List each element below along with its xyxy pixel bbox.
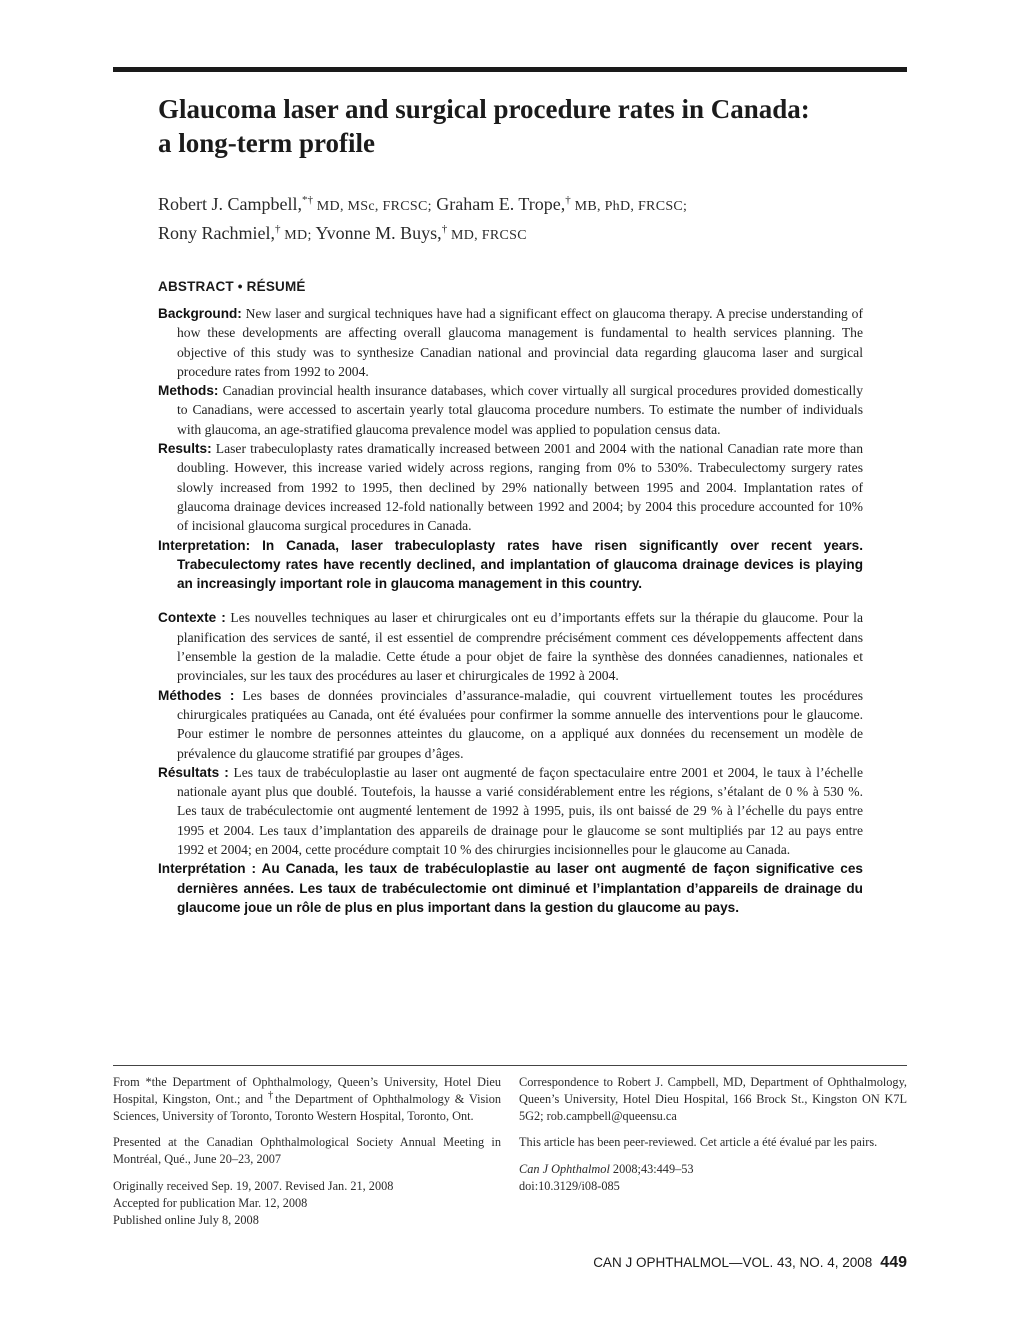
section-text: Les bases de données provinciales d’assurance-maladie, qui couvrent virtuellement toutes les procédures chirurgicales pratiquées au Canada, ont été évaluées pour confirmer la somme annuelle des interventions pour le glaucome. Pour estimer le nombre de personnes atteintes du glaucome, on a appliqué aux données du recensement un modèle de prévalence du glaucome stratifié par groupes d’âges. bbox=[177, 687, 863, 761]
resume-methodes bbox=[158, 686, 863, 763]
citation-journal: Can J Ophthalmol bbox=[519, 1162, 610, 1177]
section-label: Methods: bbox=[158, 383, 219, 399]
received-date: Originally received Sep. 19, 2007. Revised Jan. 21, 2008 bbox=[113, 1178, 394, 1193]
accepted-date: Accepted for publication Mar. 12, 2008 bbox=[113, 1195, 308, 1210]
author-name: Graham E. Trope, bbox=[436, 194, 566, 214]
section-label: Interpretation: bbox=[158, 537, 251, 553]
author-credentials: MD; bbox=[280, 228, 312, 243]
journal-reference: CAN J OPHTHALMOL—VOL. 43, NO. 4, 2008 bbox=[593, 1255, 873, 1270]
section-text: In Canada, laser trabeculoplasty rates have risen significantly over recent years. Trabeculectomy rates have recently declined, and implantation of glaucoma drainage devices is playing an increasingly important role in glaucoma management in this country. bbox=[177, 537, 863, 592]
affiliation-text: the Department of Ophthalmology & Vision Sciences, University of Toronto, Toronto Western Hospital, Toronto, Ont. bbox=[113, 1091, 501, 1123]
author-name: Robert J. Campbell, bbox=[158, 194, 302, 214]
article-title bbox=[158, 92, 898, 160]
abstract-body bbox=[158, 304, 863, 917]
author-affiliation-mark: † bbox=[441, 223, 448, 235]
abstract-interpretation bbox=[158, 536, 863, 594]
resume-interpretation bbox=[158, 859, 863, 917]
abstract-heading: ABSTRACT • RÉSUMÉ bbox=[158, 279, 306, 294]
abstract-results bbox=[158, 439, 863, 535]
footnotes-left bbox=[113, 1074, 501, 1238]
author-affiliation-mark: *† bbox=[301, 194, 313, 206]
section-label: Interprétation : bbox=[158, 861, 257, 877]
section-text: Les nouvelles techniques au laser et chirurgicales ont eu d’importants effets sur la thérapie du glaucome. Pour la planification des services de santé, il est essentiel de comprendre précisément comment ces développements affectent dans l’ensemble la gestion de la maladie. Cette étude a pour objet de faire la synthèse des données canadiennes, nationales et provinciales, sur les taux des procédures au laser et chirurgicales de 1992 à 2004. bbox=[177, 610, 863, 684]
page-number: 449 bbox=[880, 1254, 907, 1271]
title-line-2: a long-term profile bbox=[158, 128, 375, 158]
publication-history bbox=[113, 1178, 501, 1228]
peer-review-note: This article has been peer-reviewed. Cet article a été évalué par les pairs. bbox=[519, 1135, 878, 1150]
section-text: New laser and surgical techniques have had a significant effect on glaucoma therapy. A precise understanding of how these developments are affecting overall glaucoma management is fundamental to health services planning. The objective of this study was to synthesize Canadian national and provincial data regarding glaucoma laser and surgical procedure rates from 1992 to 2004. bbox=[177, 306, 863, 379]
resume-resultats bbox=[158, 763, 863, 859]
abstract-background bbox=[158, 304, 863, 381]
author-name: Rony Rachmiel, bbox=[158, 223, 275, 243]
section-text: Les taux de trabéculoplastie au laser ont augmenté de façon spectaculaire entre 2001 et 2004, le taux à l’échelle nationale ayant plus que doublé. Toutefois, la hausse a varié considérablement entre les régions, s’étalant de 0 % à 530 %. Les taux de trabéculectomie ont augmenté lentement de 1992 à 1995, puis, ils ont baissé de 29 % à l’échelle du pays entre 1995 et 2004. Les taux d’implantation des appareils de drainage pour le glaucome se sont multipliés par 12 au pays entre 1992 et 2004; en 2004, cette procédure comptait 10 % des chirurgies incisionnelles pour le glaucome au Canada. bbox=[177, 764, 863, 858]
correspondence: Correspondence to Robert J. Campbell, MD, Department of Ophthalmology, Queen’s University, Hotel Dieu Hospital, 166 Brock St., Kingston ON K7L 5G2; rob.campbell@queensu.ca bbox=[519, 1075, 907, 1123]
section-label: Results: bbox=[158, 441, 212, 457]
presentation-note: Presented at the Canadian Ophthalmological Society Annual Meeting in Montréal, Qué., June 20–23, 2007 bbox=[113, 1135, 501, 1167]
citation bbox=[519, 1161, 907, 1195]
author-credentials: MD, MSc, FRCSC; bbox=[312, 199, 432, 214]
doi: doi:10.3129/i08-085 bbox=[519, 1178, 620, 1193]
running-footer bbox=[593, 1254, 907, 1272]
footnotes-right bbox=[519, 1074, 907, 1205]
section-text: Au Canada, les taux de trabéculoplastie au laser ont augmenté de façon significative ces dernières années. Les taux de trabéculectomie ont diminué et l’implantation d’appareils de drainage du glaucome joue un rôle de plus en plus important dans la gestion du glaucome au pays. bbox=[177, 861, 863, 915]
top-rule bbox=[113, 67, 907, 72]
author-affiliation-mark: † bbox=[274, 223, 281, 235]
author-credentials: MD, FRCSC bbox=[447, 228, 527, 243]
section-label: Méthodes : bbox=[158, 687, 235, 703]
citation-detail: 2008;43:449–53 bbox=[609, 1162, 694, 1177]
section-text: Canadian provincial health insurance databases, which cover virtually all surgical procedures provided domestically to Canadians, were accessed to ascertain yearly total glaucoma procedure numbers. To estimate the number of individuals with glaucoma, an age-stratified glaucoma prevalence model was applied to population census data. bbox=[177, 383, 863, 437]
section-label: Background: bbox=[158, 306, 242, 321]
published-date: Published online July 8, 2008 bbox=[113, 1212, 259, 1227]
resume-contexte bbox=[158, 608, 863, 685]
abstract-methods bbox=[158, 381, 863, 439]
affiliation-mark: † bbox=[267, 1088, 276, 1101]
section-label: Contexte : bbox=[158, 610, 226, 626]
section-label: Résultats : bbox=[158, 764, 229, 780]
author-credentials: MB, PhD, FRCSC; bbox=[570, 199, 688, 214]
title-line-1: Glaucoma laser and surgical procedure rates in Canada: bbox=[158, 94, 810, 124]
author-affiliation-mark: † bbox=[565, 194, 571, 206]
author-name: Yvonne M. Buys, bbox=[315, 223, 442, 243]
affiliation-text: From *the Department of Ophthalmology, Queen’s University, Hotel Dieu Hospital, Kingston, Ont.; and bbox=[113, 1075, 501, 1106]
section-text: Laser trabeculoplasty rates dramatically increased between 2001 and 2004 with the national Canadian rate more than doubling. However, this increase varied widely across regions, ranging from 0% to 530%. Trabeculectomy surgery rates slowly increased from 1992 to 1995, then declined by 29% nationally between 1995 and 2004. Implantation rates of glaucoma drainage devices increased 12-fold nationally between 1992 and 2004; by 2004 this procedure accounted for 10% of incisional glaucoma surgical procedures in Canada. bbox=[177, 441, 863, 534]
affiliations bbox=[113, 1074, 501, 1124]
footnote-rule bbox=[113, 1065, 907, 1066]
language-separator bbox=[158, 593, 863, 608]
author-list bbox=[158, 191, 898, 249]
